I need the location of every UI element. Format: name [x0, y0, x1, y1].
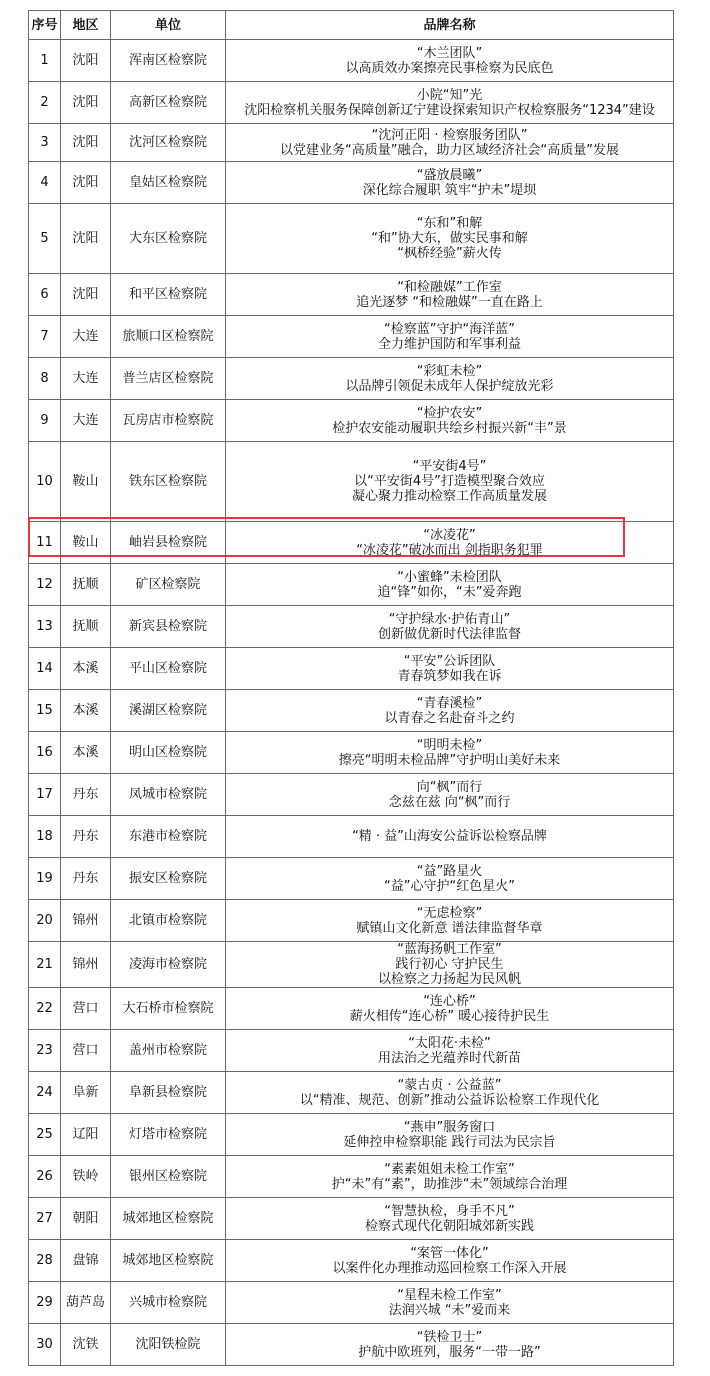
- row-unit: 普兰店区检察院: [111, 358, 226, 400]
- row-unit: 灯塔市检察院: [111, 1114, 226, 1156]
- row-region: 铁岭: [61, 1156, 111, 1198]
- row-unit: 北镇市检察院: [111, 900, 226, 942]
- row-region: 朝阳: [61, 1198, 111, 1240]
- brand-line: “守护绿水·护佑青山”: [388, 611, 511, 627]
- table-row: [29, 1114, 674, 1156]
- row-brand: [226, 1030, 674, 1072]
- row-number: 7: [29, 316, 61, 358]
- brand-line: “星程未检工作室”: [397, 1287, 502, 1303]
- row-unit: 振安区检察院: [111, 858, 226, 900]
- row-region: 辽阳: [61, 1114, 111, 1156]
- row-brand: [226, 564, 674, 606]
- row-number: 11: [29, 522, 61, 564]
- brand-line: “无虑检察”: [416, 905, 483, 921]
- brand-line: 以检察之力扬起为民风帆: [377, 972, 521, 987]
- row-unit: 凤城市检察院: [111, 774, 226, 816]
- brand-line: “木兰团队”: [416, 45, 483, 61]
- brand-line: “铁检卫士”: [416, 1329, 483, 1345]
- table-row: [29, 1240, 674, 1282]
- row-unit: 新宾县检察院: [111, 606, 226, 648]
- brand-line: 薪火相传“连心桥” 暖心接待护民生: [349, 1008, 550, 1024]
- row-brand: [226, 816, 674, 858]
- row-brand: [226, 204, 674, 274]
- brand-line: 践行初心 守护民生: [395, 957, 504, 972]
- row-region: 本溪: [61, 690, 111, 732]
- row-brand: [226, 1198, 674, 1240]
- brand-line: “连心桥”: [423, 993, 476, 1009]
- header-unit: 单位: [111, 11, 226, 40]
- brand-line: 追光逐梦 “和检融媒”一直在路上: [356, 294, 543, 310]
- brand-line: 沈阳检察机关服务保障创新辽宁建设探索知识产权检察服务“1234”建设: [244, 102, 655, 118]
- row-number: 30: [29, 1324, 61, 1366]
- brand-line: 以“平安街4号”打造模型聚合效应: [354, 474, 545, 489]
- row-brand: [226, 1072, 674, 1114]
- brand-line: 以党建业务“高质量”融合，助力区域经济社会“高质量”发展: [280, 142, 619, 158]
- row-number: 4: [29, 162, 61, 204]
- brand-line: “枫桥经验”薪火传: [397, 246, 502, 261]
- row-number: 5: [29, 204, 61, 274]
- row-unit: 东港市检察院: [111, 816, 226, 858]
- table-row: [29, 858, 674, 900]
- row-brand: [226, 40, 674, 82]
- table-row: [29, 988, 674, 1030]
- header-row: [29, 11, 674, 40]
- row-number: 6: [29, 274, 61, 316]
- table-row: [29, 606, 674, 648]
- row-brand: [226, 1282, 674, 1324]
- row-region: 抚顺: [61, 564, 111, 606]
- brand-line: 延伸控申检察职能 践行司法为民宗旨: [343, 1134, 556, 1150]
- row-brand: [226, 274, 674, 316]
- brand-line: 凝心聚力推动检察工作高质量发展: [351, 489, 547, 504]
- row-region: 丹东: [61, 816, 111, 858]
- row-unit: 凌海市检察院: [111, 942, 226, 988]
- row-region: 沈阳: [61, 204, 111, 274]
- table-row: [29, 1324, 674, 1366]
- row-number: 24: [29, 1072, 61, 1114]
- brand-line: 法润兴城 “未”爱而来: [388, 1302, 511, 1318]
- row-number: 3: [29, 124, 61, 162]
- brand-line: 念兹在兹 向“枫”而行: [388, 794, 511, 810]
- row-region: 沈阳: [61, 162, 111, 204]
- table-row: [29, 358, 674, 400]
- brand-line: 检察式现代化朝阳城郊新实践: [364, 1218, 534, 1234]
- row-number: 20: [29, 900, 61, 942]
- brand-line: 以“精准、规范、创新”推动公益诉讼检察工作现代化: [299, 1092, 600, 1108]
- row-brand: [226, 690, 674, 732]
- row-number: 14: [29, 648, 61, 690]
- brand-line: “案管一体化”: [410, 1245, 489, 1261]
- row-region: 大连: [61, 358, 111, 400]
- table-row: [29, 1198, 674, 1240]
- row-unit: 沈阳铁检院: [111, 1324, 226, 1366]
- row-number: 28: [29, 1240, 61, 1282]
- brand-line: 向“枫”而行: [416, 779, 483, 795]
- row-brand: [226, 124, 674, 162]
- row-brand: [226, 82, 674, 124]
- row-region: 沈阳: [61, 40, 111, 82]
- row-number: 26: [29, 1156, 61, 1198]
- brand-line: “沈河正阳 · 检察服务团队”: [371, 127, 528, 143]
- brand-line: 护“未”有“素”，助推涉“未”领域综合治理: [331, 1176, 568, 1192]
- table-row: [29, 732, 674, 774]
- row-number: 21: [29, 942, 61, 988]
- brand-line: “太阳花·未检”: [408, 1035, 491, 1051]
- table-body: [29, 40, 674, 1366]
- table-row: [29, 400, 674, 442]
- row-region: 鞍山: [61, 442, 111, 522]
- brand-line: 用法治之光蕴养时代新苗: [377, 1050, 521, 1066]
- row-brand: [226, 316, 674, 358]
- brand-line: 擦亮“明明未检品牌”守护明山美好未来: [338, 752, 561, 768]
- table-row: [29, 124, 674, 162]
- brand-line: 以案件化办理推动巡回检察工作深入开展: [332, 1260, 567, 1276]
- brand-line: 以青春之名赴奋斗之约: [384, 710, 515, 726]
- brand-line: “益”路星火: [416, 863, 483, 879]
- row-region: 大连: [61, 316, 111, 358]
- table-row: [29, 1072, 674, 1114]
- row-brand: [226, 1114, 674, 1156]
- row-brand: [226, 162, 674, 204]
- table-row: [29, 648, 674, 690]
- table-row: [29, 40, 674, 82]
- brand-line: 创新做优新时代法律监督: [377, 626, 521, 642]
- row-number: 9: [29, 400, 61, 442]
- table-row: [29, 204, 674, 274]
- brand-line: “精 · 益”山海安公益诉讼检察品牌: [352, 829, 547, 844]
- row-region: 抚顺: [61, 606, 111, 648]
- brand-line: “蒙古贞 · 公益蓝”: [397, 1077, 502, 1093]
- row-region: 沈阳: [61, 274, 111, 316]
- row-number: 18: [29, 816, 61, 858]
- row-unit: 阜新县检察院: [111, 1072, 226, 1114]
- row-region: 沈铁: [61, 1324, 111, 1366]
- row-unit: 银州区检察院: [111, 1156, 226, 1198]
- row-number: 15: [29, 690, 61, 732]
- brand-line: “素素姐姐未检工作室”: [384, 1161, 515, 1177]
- brand-line: “明明未检”: [416, 737, 483, 753]
- row-number: 8: [29, 358, 61, 400]
- table-row: [29, 774, 674, 816]
- row-region: 本溪: [61, 648, 111, 690]
- brand-line: “冰凌花”破冰而出 剑指职务犯罪: [356, 542, 543, 558]
- table-row: [29, 1156, 674, 1198]
- row-number: 16: [29, 732, 61, 774]
- row-region: 营口: [61, 988, 111, 1030]
- table-row: [29, 942, 674, 988]
- row-unit: 和平区检察院: [111, 274, 226, 316]
- row-unit: 大石桥市检察院: [111, 988, 226, 1030]
- brand-line: 小院“知”光: [416, 87, 483, 103]
- brand-line: 青春筑梦如我在诉: [397, 668, 502, 684]
- row-region: 鞍山: [61, 522, 111, 564]
- row-unit: 城郊地区检察院: [111, 1198, 226, 1240]
- table-row: [29, 1282, 674, 1324]
- row-unit: 大东区检察院: [111, 204, 226, 274]
- row-number: 29: [29, 1282, 61, 1324]
- row-unit: 城郊地区检察院: [111, 1240, 226, 1282]
- row-brand: [226, 400, 674, 442]
- brand-line: “东和”和解: [416, 216, 483, 231]
- row-unit: 兴城市检察院: [111, 1282, 226, 1324]
- row-region: 盘锦: [61, 1240, 111, 1282]
- table-row: [29, 316, 674, 358]
- row-number: 1: [29, 40, 61, 82]
- brand-line: “彩虹未检”: [416, 363, 483, 379]
- brand-line: 以品牌引领促未成年人保护绽放光彩: [345, 378, 554, 394]
- row-region: 本溪: [61, 732, 111, 774]
- row-unit: 岫岩县检察院: [111, 522, 226, 564]
- row-number: 22: [29, 988, 61, 1030]
- header-no: 序号: [29, 11, 61, 40]
- row-unit: 皇姑区检察院: [111, 162, 226, 204]
- brand-line: 检护农安能动履职共绘乡村振兴新“丰”景: [332, 420, 567, 436]
- row-brand: [226, 606, 674, 648]
- row-brand: [226, 648, 674, 690]
- row-number: 13: [29, 606, 61, 648]
- row-region: 丹东: [61, 774, 111, 816]
- row-unit: 浑南区检察院: [111, 40, 226, 82]
- row-region: 阜新: [61, 1072, 111, 1114]
- brand-line: “和”协大东，做实民事和解: [371, 231, 528, 246]
- row-number: 17: [29, 774, 61, 816]
- row-unit: 铁东区检察院: [111, 442, 226, 522]
- header-region: 地区: [61, 11, 111, 40]
- row-number: 19: [29, 858, 61, 900]
- brand-line: 护航中欧班列，服务“一带一路”: [358, 1344, 541, 1360]
- table-row: [29, 82, 674, 124]
- brand-line: 深化综合履职 筑牢“护未”堤坝: [362, 182, 537, 198]
- table-row: [29, 900, 674, 942]
- brand-line: “检察蓝”守护“海洋蓝”: [384, 321, 515, 337]
- brand-line: “盛放晨曦”: [416, 167, 483, 183]
- row-region: 葫芦岛: [61, 1282, 111, 1324]
- table-row: [29, 816, 674, 858]
- table-row: [29, 690, 674, 732]
- row-brand: [226, 1240, 674, 1282]
- brand-line: 以高质效办案擦亮民事检察为民底色: [345, 60, 554, 76]
- brand-line: 追“锋”如你，“未”爱奔跑: [377, 584, 522, 600]
- brand-line: “益”心守护“红色星火”: [384, 878, 515, 894]
- row-brand: [226, 774, 674, 816]
- row-brand: [226, 1324, 674, 1366]
- row-unit: 高新区检察院: [111, 82, 226, 124]
- table-row: [29, 1030, 674, 1072]
- row-region: 大连: [61, 400, 111, 442]
- row-brand: [226, 900, 674, 942]
- brand-line: “小蜜蜂”未检团队: [397, 569, 502, 585]
- brand-line: “检护农安”: [416, 405, 483, 421]
- table-row: [29, 274, 674, 316]
- row-number: 23: [29, 1030, 61, 1072]
- row-unit: 明山区检察院: [111, 732, 226, 774]
- row-brand: [226, 732, 674, 774]
- table-row: [29, 564, 674, 606]
- brand-line: “平安街4号”: [412, 459, 487, 474]
- brand-line: “蓝海扬帆工作室”: [397, 942, 502, 957]
- row-region: 沈阳: [61, 82, 111, 124]
- row-unit: 旅顺口区检察院: [111, 316, 226, 358]
- row-brand: [226, 522, 674, 564]
- table-row: [29, 442, 674, 522]
- row-brand: [226, 358, 674, 400]
- row-number: 25: [29, 1114, 61, 1156]
- table-row: [29, 522, 674, 564]
- brand-line: “和检融媒”工作室: [397, 279, 502, 295]
- brand-line: 全力维护国防和军事利益: [377, 336, 521, 352]
- table-row: [29, 162, 674, 204]
- row-region: 营口: [61, 1030, 111, 1072]
- row-unit: 溪湖区检察院: [111, 690, 226, 732]
- row-unit: 平山区检察院: [111, 648, 226, 690]
- row-number: 27: [29, 1198, 61, 1240]
- brand-line: “智慧执检，身手不凡”: [384, 1203, 515, 1219]
- row-brand: [226, 988, 674, 1030]
- brand-line: 赋镇山文化新意 谱法律监督华章: [356, 920, 543, 936]
- row-region: 沈阳: [61, 124, 111, 162]
- row-brand: [226, 942, 674, 988]
- row-region: 丹东: [61, 858, 111, 900]
- row-unit: 沈河区检察院: [111, 124, 226, 162]
- row-unit: 瓦房店市检察院: [111, 400, 226, 442]
- row-number: 2: [29, 82, 61, 124]
- brand-line: “平安”公诉团队: [403, 653, 496, 669]
- row-region: 锦州: [61, 942, 111, 988]
- brand-line: “燕申”服务窗口: [403, 1119, 496, 1135]
- row-number: 12: [29, 564, 61, 606]
- row-number: 10: [29, 442, 61, 522]
- row-brand: [226, 858, 674, 900]
- row-region: 锦州: [61, 900, 111, 942]
- row-brand: [226, 442, 674, 522]
- brand-line: “青春溪检”: [416, 695, 483, 711]
- brand-table: [28, 10, 674, 1366]
- row-unit: 矿区检察院: [111, 564, 226, 606]
- row-brand: [226, 1156, 674, 1198]
- header-brand: 品牌名称: [226, 11, 674, 40]
- brand-line: “冰凌花”: [423, 527, 476, 543]
- row-unit: 盖州市检察院: [111, 1030, 226, 1072]
